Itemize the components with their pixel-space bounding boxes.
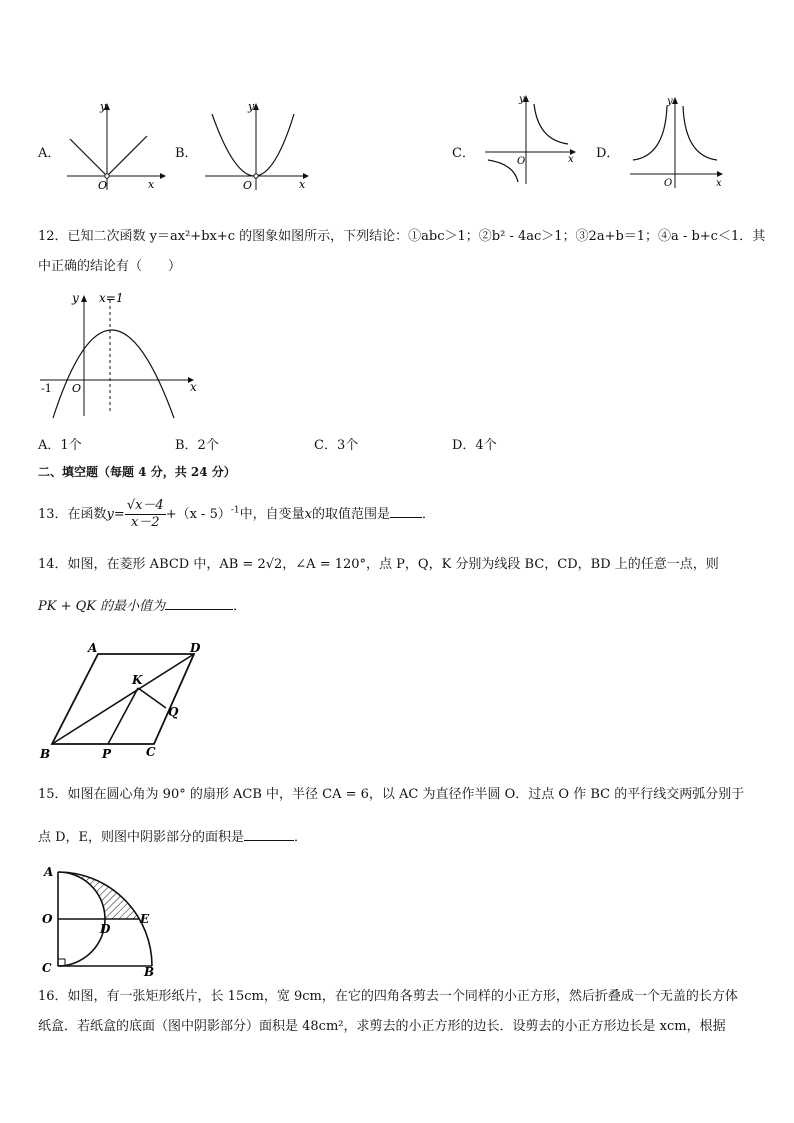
- axis-y-label: y: [519, 94, 525, 105]
- option-a-label: A．: [38, 146, 61, 161]
- q12-text-line1: 12．已知二次函数 y＝ax²+bx+c 的图象如图所示，下列结论：①abc＞1；②b² - 4ac＞1；③2a+b＝1；④a - b+c＜1．其: [38, 229, 766, 244]
- q13-end: 的取值范围是: [312, 507, 391, 522]
- option-b-label: B．: [175, 146, 198, 161]
- q15-answer-blank[interactable]: [244, 826, 294, 841]
- vertex-d: D: [190, 641, 201, 655]
- point-d: D: [100, 922, 111, 936]
- vertex-a: A: [88, 641, 98, 655]
- point-o: O: [42, 912, 53, 926]
- axis-x-label: x: [190, 380, 197, 394]
- option-c-graph: [480, 92, 585, 187]
- minus-one-label: -1: [41, 382, 52, 395]
- q15-sector-figure: [36, 860, 166, 978]
- q12-text-line2: 中正确的结论有（ ）: [38, 259, 182, 274]
- point-a: A: [44, 865, 54, 879]
- q13-eq: =: [113, 507, 125, 522]
- q13-exponent: -1: [230, 505, 240, 516]
- q13-denominator: x－2: [130, 515, 160, 530]
- q12-option-b: B．2个: [175, 438, 219, 453]
- point-c: C: [42, 961, 52, 975]
- axis-origin: O: [664, 178, 673, 189]
- axis-origin: O: [72, 382, 82, 395]
- axis-origin: O: [98, 179, 108, 192]
- q13-text: [38, 498, 435, 531]
- axis-y-label: y: [100, 100, 107, 113]
- axis-y-label: y: [667, 96, 673, 107]
- q12-option-a: A．1个: [38, 438, 82, 453]
- point-e: E: [140, 912, 150, 926]
- q12-option-c: C．3个: [314, 438, 359, 453]
- axis-x-label: x: [716, 178, 722, 189]
- q15-text-line2: [38, 826, 307, 849]
- q13-y: y: [106, 507, 114, 522]
- q13-period: ．: [422, 507, 436, 522]
- q12-parabola-figure: [36, 288, 206, 420]
- q13-numerator: √x－4: [126, 498, 164, 513]
- q13-rest: 中，自变量: [239, 507, 305, 522]
- q13-prefix: 13．在函数: [38, 507, 107, 522]
- axis-x-label: x: [299, 178, 306, 191]
- q14-answer-blank[interactable]: [165, 595, 233, 610]
- point-p: P: [102, 747, 112, 761]
- section-heading: 二、填空题（每题 4 分，共 24 分）: [38, 465, 236, 479]
- axis-origin: O: [243, 179, 253, 192]
- q14-rhombus-figure: [36, 636, 216, 762]
- point-k: K: [132, 673, 143, 687]
- q13-answer-blank[interactable]: [390, 503, 422, 518]
- q12-option-d: D．4个: [452, 438, 497, 453]
- q14-line2-text: PK + QK 的最小值为: [38, 599, 166, 614]
- point-b: B: [144, 965, 155, 978]
- symmetry-axis-label: x=1: [99, 291, 124, 305]
- q16-text-line1: 16．如图，有一张矩形纸片，长 15cm，宽 9cm，在它的四角各剪去一个同样的小正方形，然后折叠成一个无盖的长方体: [38, 989, 738, 1004]
- vertex-c: C: [146, 745, 156, 759]
- point-q: Q: [168, 705, 179, 719]
- option-b-graph: [200, 98, 315, 193]
- option-a-graph: [62, 98, 172, 193]
- axis-y-label: y: [248, 100, 255, 113]
- q14-period: ．: [233, 599, 247, 614]
- option-c-label: C．: [452, 146, 475, 161]
- q13-fraction: [125, 498, 166, 531]
- axis-origin: O: [517, 156, 526, 167]
- axis-y-label: y: [72, 291, 79, 305]
- option-d-graph: [625, 92, 730, 192]
- option-d-label: D．: [596, 146, 620, 161]
- vertex-b: B: [40, 747, 51, 761]
- q13-tail: +（x - 5）: [165, 507, 231, 522]
- q15-text-line1: 15．如图在圆心角为 90° 的扇形 ACB 中，半径 CA = 6，以 AC 为直径作半圆 O．过点 O 作 BC 的平行线交两弧分别于: [38, 787, 745, 802]
- q14-text-line1: 14．如图，在菱形 ABCD 中，AB = 2√2，∠A = 120°，点 P，Q，K 分别为线段 BC，CD，BD 上的任意一点，则: [38, 557, 719, 572]
- q15-line2-text: 点 D，E，则图中阴影部分的面积是: [38, 830, 245, 845]
- q15-period: ．: [294, 830, 308, 845]
- q14-text-line2: [38, 595, 246, 618]
- q13-variable: x: [304, 507, 312, 522]
- axis-x-label: x: [148, 178, 155, 191]
- axis-x-label: x: [568, 154, 574, 165]
- q16-text-line2: 纸盒．若纸盒的底面（图中阴影部分）面积是 48cm²，求剪去的小正方形的边长．设剪去的小正方形边长是 xcm，根据: [38, 1019, 726, 1034]
